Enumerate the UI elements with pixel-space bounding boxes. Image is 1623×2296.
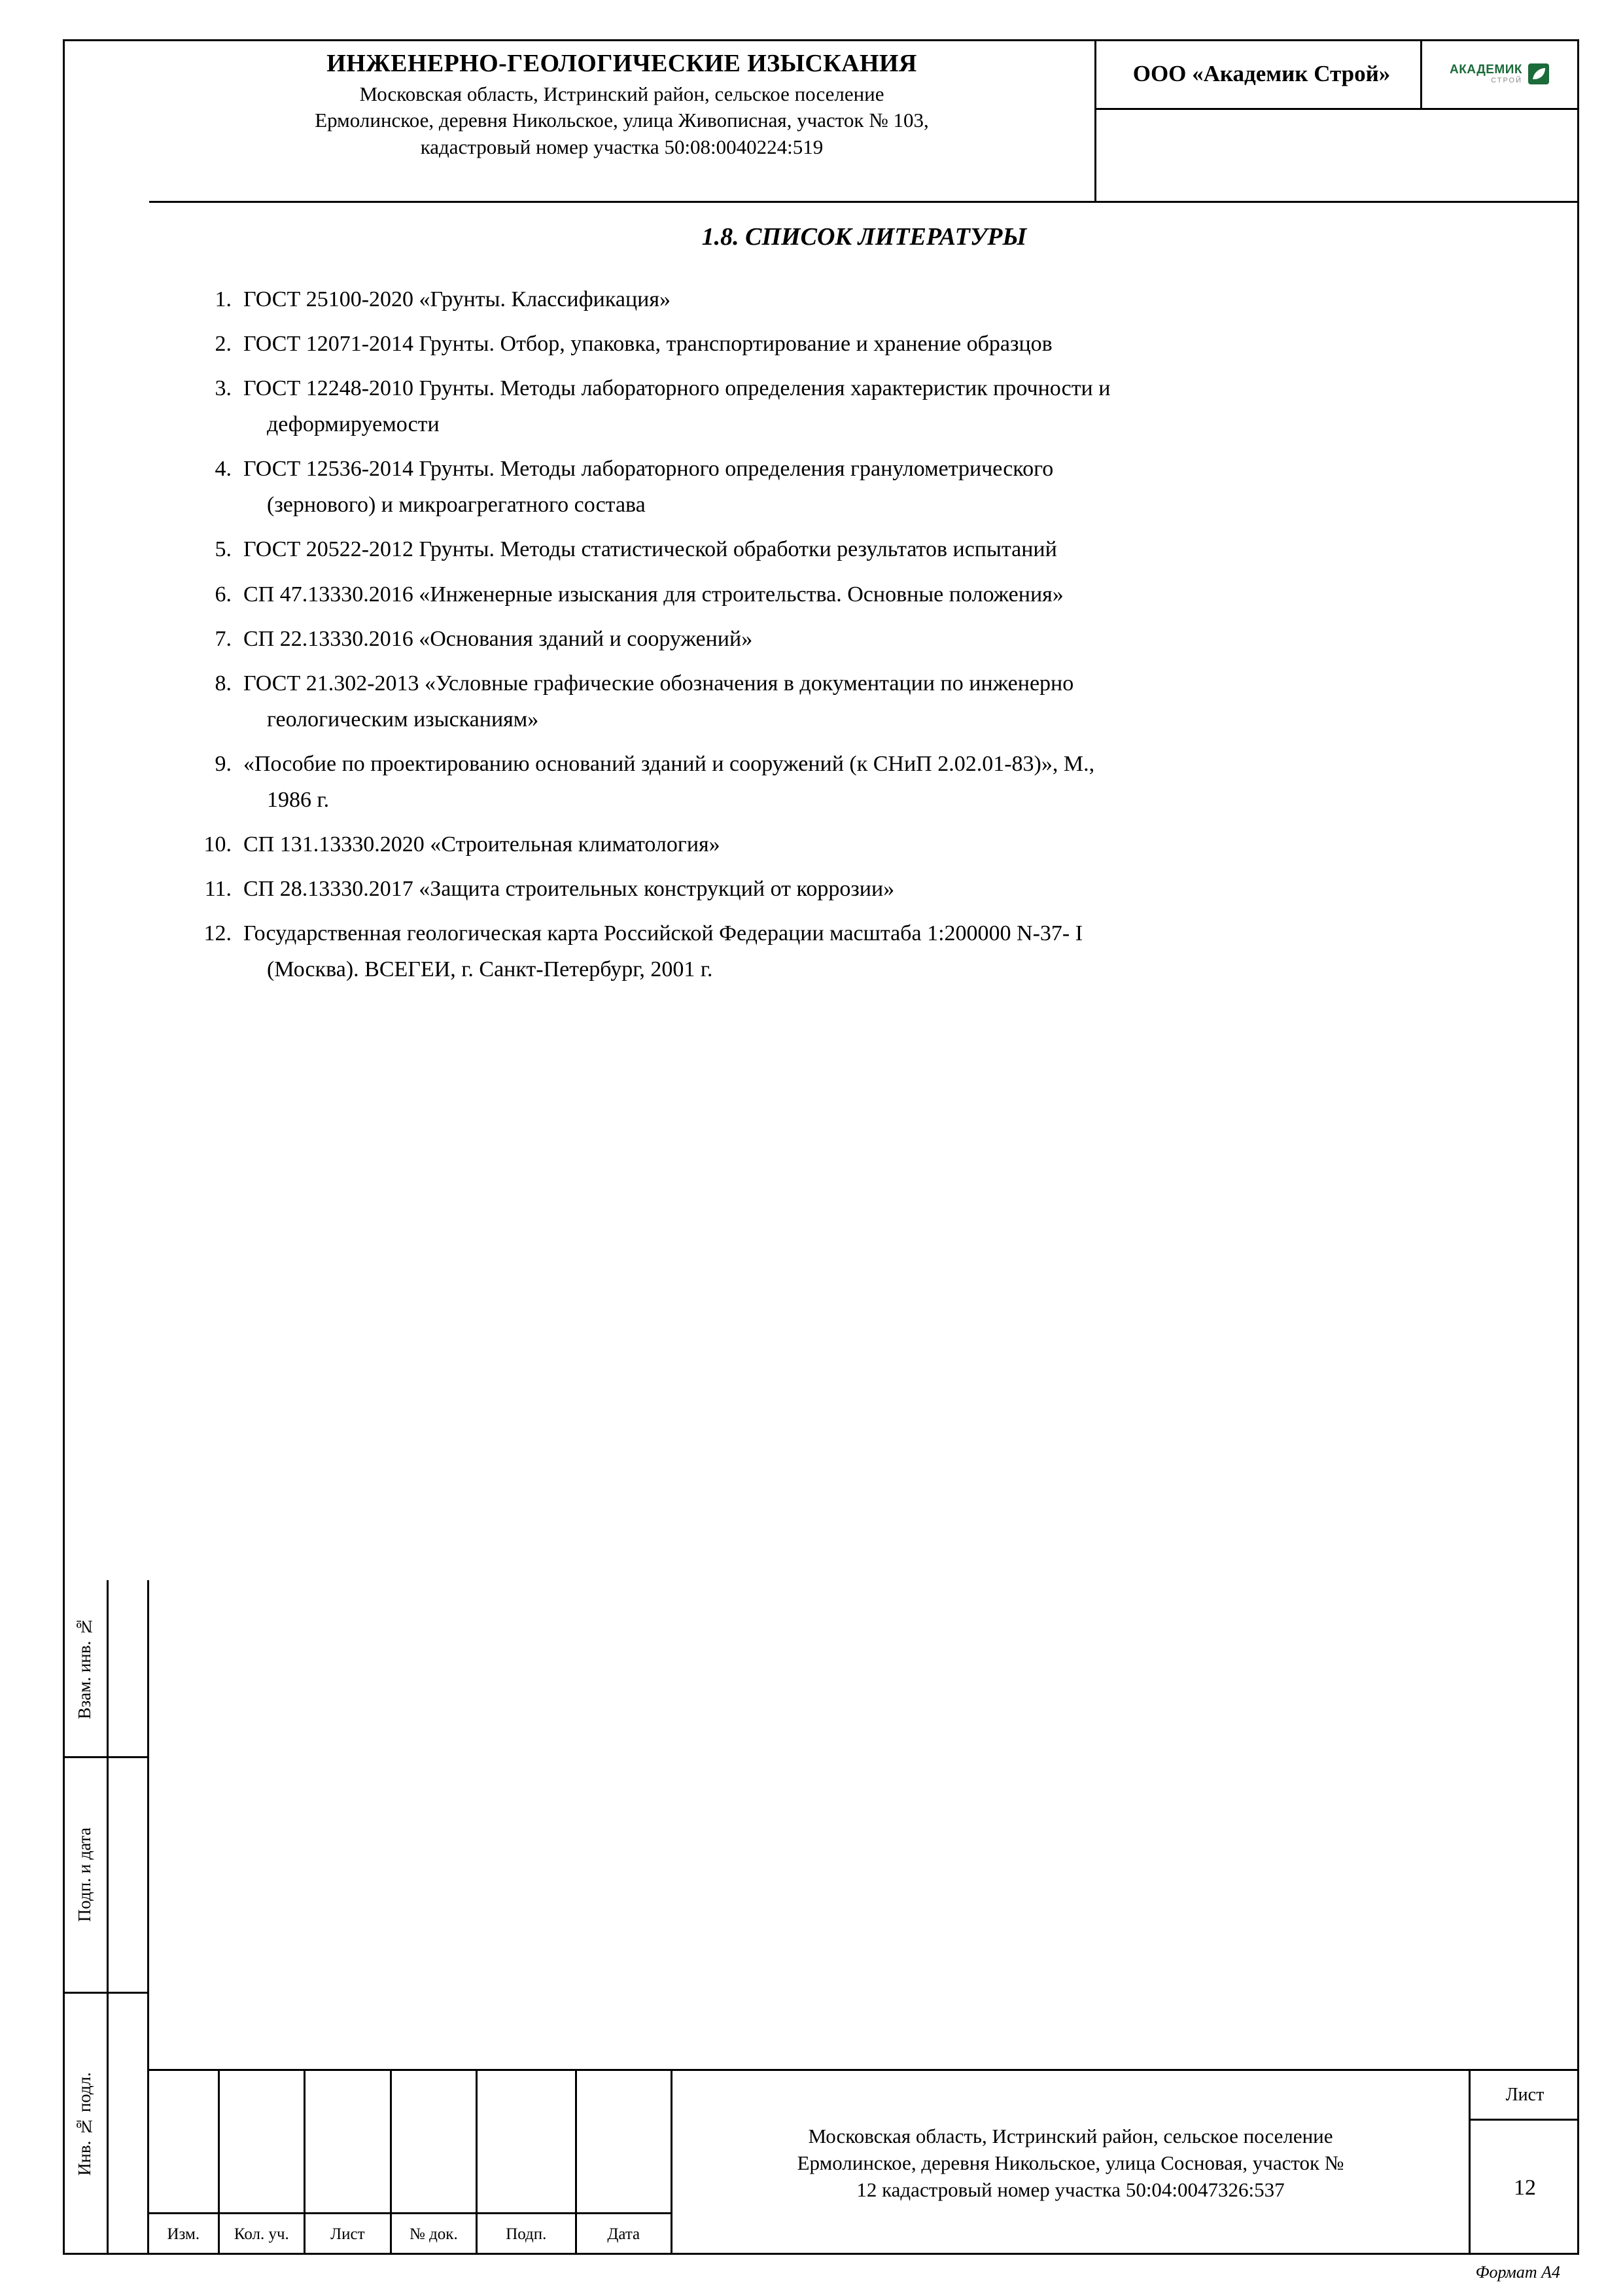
list-item-line: СП 22.13330.2016 «Основания зданий и сооружений»	[243, 626, 753, 651]
list-item-text	[243, 281, 1550, 317]
list-item-line: «Пособие по проектированию оснований зданий и сооружений (к СНиП 2.02.01-83)», М.,	[243, 751, 1095, 776]
list-item-line: ГОСТ 12071-2014 Грунты. Отбор, упаковка, транспортирование и хранение образцов	[243, 332, 1053, 357]
list-item-text	[243, 915, 1550, 987]
list-item	[196, 746, 1550, 818]
title-block-cell-podp	[478, 2071, 576, 2212]
list-item	[196, 281, 1550, 317]
logo-text-group	[1450, 63, 1522, 84]
list-item-text	[243, 326, 1550, 362]
list-item-number: 9.	[215, 751, 232, 776]
header-title: ИНЖЕНЕРНО-ГЕОЛОГИЧЕСКИЕ ИЗЫСКАНИЯ	[326, 50, 917, 77]
column-header-nomer-dok: № док.	[392, 2214, 478, 2255]
side-stamp-text-2: Подп. и дата	[75, 1828, 94, 1922]
list-item-text	[243, 451, 1550, 523]
list-item	[196, 826, 1550, 862]
side-stamp-cell-2	[63, 1758, 149, 1994]
title-block	[149, 2069, 1579, 2255]
list-item	[196, 326, 1550, 362]
title-block-cell-izm	[149, 2071, 220, 2212]
title-block-cell-kol	[220, 2071, 306, 2212]
header-company-row	[1096, 39, 1577, 110]
side-stamp-blank-3	[109, 1994, 149, 2255]
list-item-number: 4.	[215, 457, 232, 482]
leaf-icon	[1527, 63, 1550, 85]
list-item-line: СП 28.13330.2017 «Защита строительных конструкций от коррозии»	[243, 877, 895, 902]
list-item-number: 1.	[215, 287, 232, 311]
list-item-line: ГОСТ 20522-2012 Грунты. Методы статистической обработки результатов испытаний	[243, 537, 1057, 562]
title-block-columns	[149, 2071, 672, 2255]
side-stamp-label-1	[63, 1580, 109, 1756]
list-item-line: СП 47.13330.2016 «Инженерные изыскания для строительства. Основные положения»	[243, 582, 1064, 607]
list-item	[196, 621, 1550, 657]
list-item-text	[243, 746, 1550, 818]
list-item	[196, 531, 1550, 567]
list-item-number: 7.	[215, 626, 232, 651]
list-item-number: 12.	[203, 921, 232, 946]
title-block-description-text	[797, 2123, 1344, 2204]
list-item-line-2: 1986 г.	[267, 787, 330, 812]
column-header-data: Дата	[607, 2225, 640, 2243]
header-subtitle-line-3: кадастровый номер участка 50:08:0040224:519	[420, 135, 824, 159]
list-item-text	[243, 370, 1550, 442]
header-subtitle-line-2: Ермолинское, деревня Никольское, улица Живописная, участок № 103,	[315, 109, 929, 132]
logo-main-text: АКАДЕМИК	[1449, 62, 1523, 77]
list-item-line: ГОСТ 21.302-2013 «Условные графические обозначения в документации по инженерно	[243, 671, 1074, 696]
header-subtitle-line-1: Московская область, Истринский район, сельское поселение	[359, 82, 884, 105]
description-line-2: Ермолинское, деревня Никольское, улица Сосновая, участок №	[797, 2151, 1344, 2174]
list-item-number: 10.	[203, 832, 232, 857]
side-stamp-blank-1	[109, 1580, 149, 1756]
list-item-text	[243, 826, 1550, 862]
list-item	[196, 665, 1550, 737]
list-item	[196, 871, 1550, 907]
sheet-number: 12	[1514, 2175, 1536, 2200]
reference-list	[196, 281, 1550, 996]
list-item-line-2: (зернового) и микроагрегатного состава	[267, 493, 646, 518]
title-block-cell-dok	[392, 2071, 478, 2212]
list-item	[196, 576, 1550, 612]
column-header-izm: Изм.	[149, 2214, 220, 2255]
list-item	[196, 915, 1550, 987]
list-item-text	[243, 531, 1550, 567]
list-item	[196, 451, 1550, 523]
list-item-number: 2.	[215, 332, 232, 357]
side-stamp-label-2	[63, 1758, 109, 1992]
title-block-empty-row	[149, 2071, 671, 2212]
format-note: Формат А4	[1475, 2263, 1560, 2282]
list-item-number: 3.	[215, 376, 232, 401]
side-stamp-column	[63, 1580, 149, 2255]
title-block-sheet	[1471, 2071, 1579, 2255]
side-stamp-label-3	[63, 1994, 109, 2255]
header-empty-cell	[1096, 110, 1577, 201]
document-header	[149, 39, 1579, 203]
side-stamp-cell-1	[63, 1580, 149, 1758]
list-item-line-2: деформируемости	[267, 412, 440, 437]
side-stamp-cell-3	[63, 1994, 149, 2255]
list-item	[196, 370, 1550, 442]
description-line-1: Московская область, Истринский район, сельское поселение	[808, 2124, 1333, 2147]
logo-sub-text: СТРОЙ	[1491, 76, 1523, 84]
title-block-description	[672, 2071, 1471, 2255]
list-item-line-2: геологическим изысканиям»	[267, 707, 539, 732]
side-stamp-blank-2	[109, 1758, 149, 1992]
list-item-number: 11.	[204, 877, 232, 902]
list-item-text	[243, 665, 1550, 737]
column-header-kol-uch: Кол. уч.	[220, 2214, 306, 2255]
list-item-text	[243, 871, 1550, 907]
column-header-list: Лист	[305, 2214, 392, 2255]
list-item-number: 8.	[215, 671, 232, 696]
header-title-cell	[149, 39, 1096, 201]
title-block-header-row	[149, 2212, 671, 2255]
side-stamp-text-3: Инв. № подл.	[75, 2072, 94, 2176]
company-name: ООО «Академик Строй»	[1132, 60, 1391, 86]
list-item-text	[243, 621, 1550, 657]
title-block-cell-data	[577, 2071, 671, 2212]
description-line-3: 12 кадастровый номер участка 50:04:0047326:537	[856, 2178, 1285, 2202]
list-item-line: СП 131.13330.2020 «Строительная климатология»	[243, 832, 720, 857]
page-title: 1.8. СПИСОК ЛИТЕРАТУРЫ	[701, 223, 1027, 251]
company-logo	[1420, 39, 1577, 108]
list-item-number: 5.	[215, 537, 232, 562]
list-item-line: ГОСТ 12536-2014 Грунты. Методы лабораторного определения гранулометрического	[243, 457, 1054, 482]
column-header-podp: Подп.	[478, 2214, 576, 2255]
list-item-line: ГОСТ 25100-2020 «Грунты. Классификация»	[243, 287, 671, 311]
list-item-number: 6.	[215, 582, 232, 607]
header-company-cell	[1096, 39, 1577, 201]
side-stamp-text-1: Взам. инв. №	[75, 1617, 94, 1720]
list-item-text	[243, 576, 1550, 612]
title-block-cell-list	[305, 2071, 392, 2212]
list-item-line-2: (Москва). ВСЕГЕИ, г. Санкт-Петербург, 2001 г.	[267, 957, 713, 982]
sheet-label: Лист	[1471, 2071, 1579, 2121]
list-item-line: ГОСТ 12248-2010 Грунты. Методы лабораторного определения характеристик прочности и	[243, 376, 1111, 401]
list-item-line: Государственная геологическая карта Российской Федерации масштаба 1:200000 N-37- I	[243, 921, 1083, 946]
